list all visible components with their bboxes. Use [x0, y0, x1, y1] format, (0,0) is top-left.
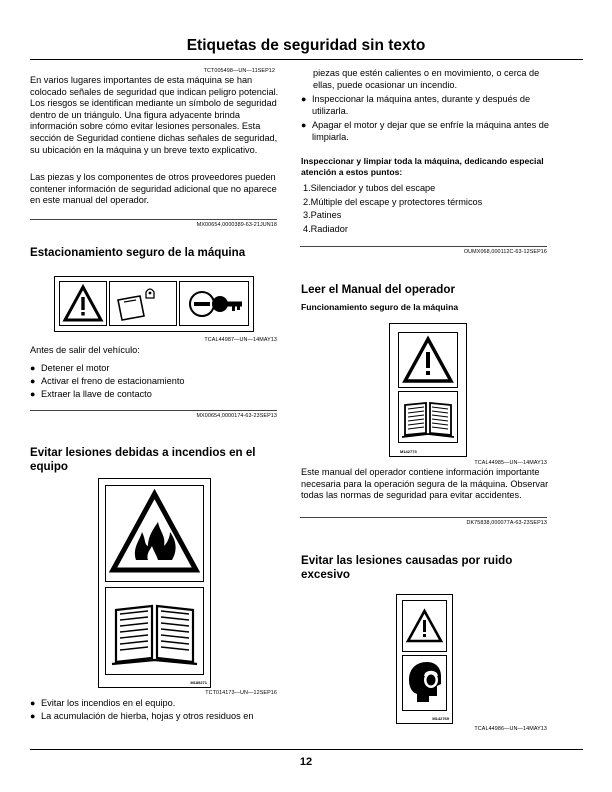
image-ref: TCAL44985—UN—14MAY13	[474, 460, 547, 466]
manual-paragraph: Este manual del operador contiene información importante necesaria para la operación segura de la máquina. Observar todas las normas de seguridad para evitar accidentes.	[301, 467, 549, 501]
parking-brake-icon	[109, 281, 177, 326]
manual-subheading: Funcionamiento seguro de la máquina	[301, 302, 459, 312]
list-item: ● Apagar el motor y dejar que se enfríe la máquina antes de limpiarla.	[301, 120, 549, 142]
list-item: 1.Silenciador y tubos del escape	[303, 183, 436, 193]
list-item: 2.Múltiple del escape y protectores térmicos	[303, 196, 483, 207]
fire-bullet-list	[30, 697, 285, 723]
vendor-paragraph: Las piezas y los componentes de otros proveedores pueden contener información de seguridad adicional que no aparece en este manual del operador.	[30, 172, 277, 206]
list-item: 4.Radiador	[303, 223, 348, 234]
intro-paragraph: En varios lugares importantes de esta máquina se han colocado señales de seguridad que indican peligro potencial. Los riesgos se identifican mediante un símbolo de seguridad dentro de un triángulo. Una figura adyacente brinda información sobre cómo evitar lesiones personales. Esta sección de Seguridad contiene dichas señales de seguridad, su ubicación en la máquina y un breve texto explicativo.	[30, 75, 279, 155]
list-item: ● Extraer la llave de contacto	[30, 388, 152, 399]
read-manual-decal	[389, 323, 467, 457]
decal-code: M142769	[432, 716, 449, 721]
section-rule	[30, 219, 277, 220]
section-heading-parking: Estacionamiento seguro de la máquina	[30, 246, 246, 259]
list-item: ● Activar el freno de estacionamiento	[30, 375, 185, 386]
section-rule	[300, 517, 547, 518]
section-heading-fire: Evitar lesiones debidas a incendios en el equipo	[30, 446, 256, 473]
inspect-subheading: Inspeccionar y limpiar toda la máquina, dedicando especial atención a estos puntos:	[301, 156, 544, 177]
ignition-key-icon	[179, 281, 249, 326]
inspect-bullet-list	[301, 94, 553, 143]
image-ref: TCAL44987—UN—14MAY13	[204, 337, 277, 343]
fire-warning-icon	[105, 485, 204, 582]
hearing-protection-icon	[402, 655, 447, 711]
page-number: 12	[299, 756, 313, 768]
warning-triangle-icon	[398, 332, 458, 388]
section-ref: MX00654,0000174-63-23SEP13	[196, 413, 277, 419]
image-ref: TCT005498—UN—11SEP12	[203, 68, 275, 74]
fire-safety-decal	[98, 478, 211, 688]
continued-paragraph: piezas que estén calientes o en movimiento, o cerca de ellas, puede ocasionar un incendio.	[313, 68, 540, 90]
parking-bullet-list	[30, 362, 280, 400]
section-heading-manual: Leer el Manual del operador	[301, 283, 455, 296]
section-rule	[30, 410, 277, 411]
inspect-point-list	[303, 182, 553, 236]
section-ref: OUMX068,000112C-63-12SEP16	[463, 249, 547, 255]
title-rule	[30, 59, 583, 60]
list-item: ● Evitar los incendios en el equipo.	[30, 698, 176, 708]
read-manual-book-icon	[398, 391, 458, 443]
noise-safety-decal	[396, 594, 453, 724]
section-ref: MX00654,0000389-63-21JUN18	[196, 222, 277, 228]
decal-code: M185271	[190, 680, 207, 685]
image-ref: TCT014173—UN—12SEP16	[205, 690, 277, 696]
parking-safety-decal	[54, 276, 254, 332]
list-item: ● La acumulación de hierba, hojas y otros residuos en	[30, 710, 254, 721]
list-item: 3.Patines	[303, 210, 342, 221]
warning-triangle-icon	[59, 281, 107, 326]
list-item: ● Inspeccionar la máquina antes, durante y después de utilizarla.	[301, 94, 531, 116]
section-heading-noise: Evitar las lesiones causadas por ruido excesivo	[301, 554, 513, 581]
decal-code: M142773	[400, 449, 417, 454]
list-item: ● Detener el motor	[30, 363, 110, 373]
section-rule	[300, 246, 547, 247]
page-title: Etiquetas de seguridad sin texto	[186, 37, 426, 54]
warning-triangle-icon	[402, 600, 447, 652]
read-manual-book-icon	[105, 587, 204, 675]
footer-rule	[30, 749, 583, 750]
parking-intro: Antes de salir del vehículo:	[30, 345, 140, 355]
image-ref: TCAL44986—UN—14MAY13	[474, 726, 547, 732]
section-ref: DK75838,000077A-63-23SEP13	[466, 520, 547, 526]
